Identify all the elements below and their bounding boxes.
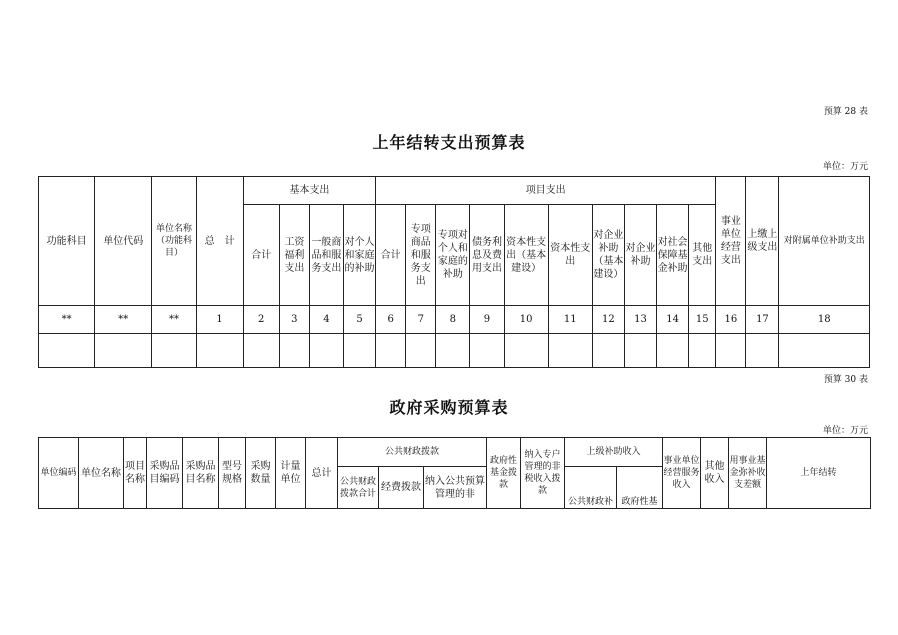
header-personal-subsidy: 对个人和家庭的补助 (344, 205, 376, 306)
index-cell: 9 (470, 306, 504, 334)
header-public-budget: 纳入公共预算管理的非 (424, 467, 487, 509)
header-affiliated-subsidy: 对附属单位补助支出 (779, 177, 870, 306)
header-project-goods: 专项商品和服务支出 (406, 205, 436, 306)
header-debt-interest: 债务利息及费用支出 (470, 205, 504, 306)
header-project-personal: 专项对个人和家庭的补助 (436, 205, 470, 306)
header-total: 总 计 (196, 177, 243, 306)
index-cell: 16 (716, 306, 746, 334)
header-unit-code: 单位编码 (39, 438, 79, 509)
header-other-expense: 其他支出 (689, 205, 716, 306)
header-project-name: 项目名称 (124, 438, 147, 509)
header-basic-expense: 基本支出 (243, 177, 375, 205)
header-project-sum: 合计 (376, 205, 406, 306)
index-cell: 1 (196, 306, 243, 334)
header-superior-subsidy: 上级补助收入 (565, 438, 663, 467)
header-capital-build: 资本性支出（基本建设） (504, 205, 548, 306)
carryover-budget-table (38, 176, 870, 368)
header-business-income: 事业单位经营服务收入 (663, 438, 701, 509)
index-cell: 2 (243, 306, 279, 334)
index-cell: ** (39, 306, 95, 334)
index-cell: 6 (376, 306, 406, 334)
header-social-security: 对社会保障基金补助 (657, 205, 689, 306)
header-gov-fund: 政府性基金拨款 (487, 438, 521, 509)
index-cell: 11 (548, 306, 592, 334)
header-enterprise-build: 对企业补助（基本建设） (592, 205, 624, 306)
header-public-sum: 公共财政拨款合计 (338, 467, 379, 509)
index-cell: 3 (279, 306, 309, 334)
unit-label-1: 单位：万元 (822, 162, 868, 172)
index-cell: 13 (624, 306, 656, 334)
unit-label-2: 单位：万元 (822, 426, 868, 436)
header-goods-services: 一般商品和服务支出 (309, 205, 343, 306)
header-total: 总计 (306, 438, 338, 509)
header-funding: 经费拨款 (379, 467, 424, 509)
index-cell: 18 (779, 306, 870, 334)
index-cell: 4 (309, 306, 343, 334)
index-row (39, 306, 870, 334)
index-cell: ** (152, 306, 196, 334)
header-other-income: 其他收入 (701, 438, 729, 509)
header-func-subject: 功能科目 (39, 177, 95, 306)
table-number-28: 预算 28 表 (823, 107, 868, 117)
index-cell: 7 (406, 306, 436, 334)
header-superior-public: 公共财政补 (565, 467, 617, 509)
index-cell: 5 (344, 306, 376, 334)
index-cell: ** (95, 306, 152, 334)
page-title-carryover: 上年结转支出预算表 (372, 133, 526, 152)
header-project-expense: 项目支出 (376, 177, 716, 205)
header-wage: 工资福利支出 (279, 205, 309, 306)
header-measure-unit: 计量单位 (276, 438, 306, 509)
header-public-fund: 公共财政拨款 (338, 438, 487, 467)
header-unit-name: 单位名称 (79, 438, 124, 509)
header-superior-gov: 政府性基 (617, 467, 663, 509)
index-cell: 17 (746, 306, 779, 334)
header-quantity: 采购数量 (246, 438, 276, 509)
header-model-spec: 型号规格 (219, 438, 246, 509)
header-item-code: 采购品目编码 (147, 438, 183, 509)
header-carryover: 上年结转 (767, 438, 871, 509)
page-title-procurement: 政府采购预算表 (389, 398, 509, 417)
header-superior-expense: 上缴上级支出 (746, 177, 779, 306)
data-row-empty (39, 334, 870, 368)
header-item-name: 采购品目名称 (183, 438, 219, 509)
index-cell: 8 (436, 306, 470, 334)
header-unit-name: 单位名称（功能科目） (152, 177, 196, 306)
procurement-budget-table (38, 437, 871, 509)
header-capital: 资本性支出 (548, 205, 592, 306)
index-cell: 12 (592, 306, 624, 334)
header-basic-sum: 合计 (243, 205, 279, 306)
index-cell: 14 (657, 306, 689, 334)
header-unit-code: 单位代码 (95, 177, 152, 306)
header-fund-gap: 用事业基金弥补收支差额 (729, 438, 767, 509)
header-enterprise: 对企业补助 (624, 205, 656, 306)
header-business-expense: 事业单位经营支出 (716, 177, 746, 306)
header-special-account: 纳入专户管理的非税收入拨款 (521, 438, 565, 509)
index-cell: 10 (504, 306, 548, 334)
table-number-30: 预算 30 表 (823, 375, 868, 385)
index-cell: 15 (689, 306, 716, 334)
